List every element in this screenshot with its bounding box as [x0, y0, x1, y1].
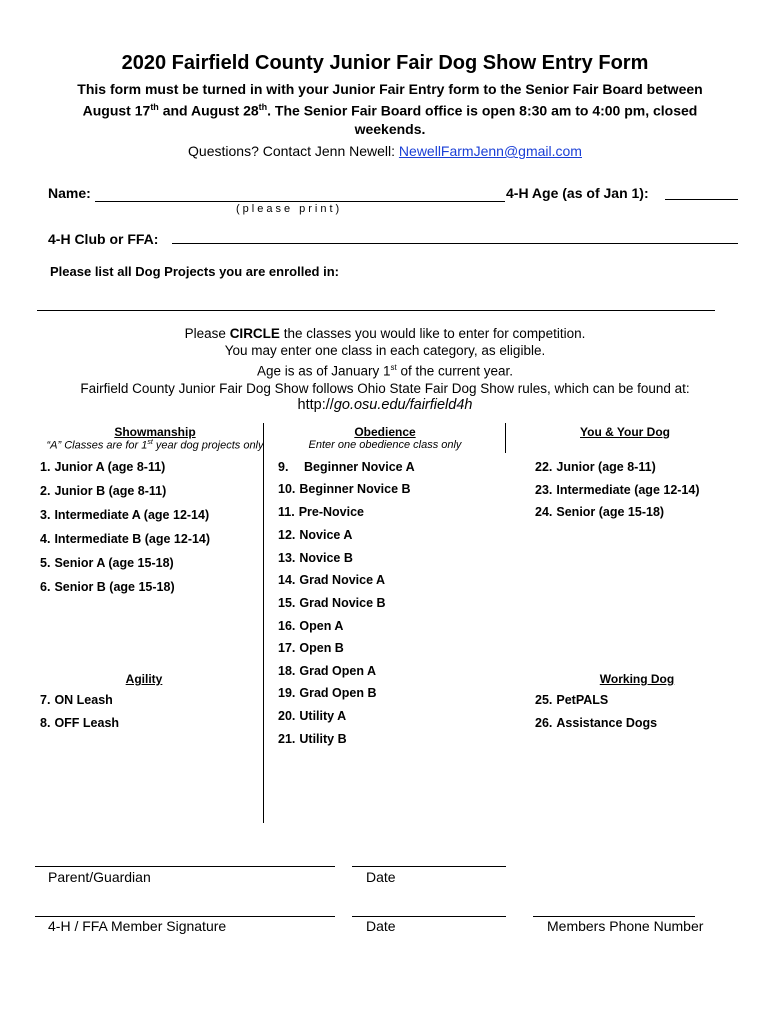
- column-divider: [505, 423, 506, 453]
- parent-date-field[interactable]: [352, 866, 506, 867]
- member-signature-label: 4-H / FFA Member Signature: [48, 918, 227, 934]
- class-option[interactable]: 8. OFF Leash: [40, 716, 120, 730]
- parent-date-label: Date: [366, 869, 396, 885]
- contact-line: [0, 143, 770, 159]
- class-option[interactable]: 13. Novice B: [278, 551, 353, 565]
- rules-line-4: Fairfield County Junior Fair Dog Show follows Ohio State Fair Dog Show rules, which can be found at:: [80, 380, 690, 396]
- class-option[interactable]: 23. Intermediate (age 12-14): [535, 483, 700, 497]
- working-dog-heading: Working Dog: [599, 672, 675, 686]
- rules-line-2: You may enter one class in each category, as eligible.: [224, 343, 546, 358]
- class-option[interactable]: 12. Novice A: [278, 528, 353, 542]
- you-and-your-dog-heading: You & Your Dog: [580, 425, 670, 439]
- projects-label: Please list all Dog Projects you are enrolled in:: [50, 264, 339, 279]
- age-field[interactable]: [665, 199, 738, 200]
- name-field[interactable]: [95, 201, 505, 202]
- instructions-line-2: August 17th and August 28th. The Senior Fair Board office is open 8:30 am to 4:00 pm, closed: [82, 102, 698, 119]
- phone-number-label: Members Phone Number: [547, 918, 704, 934]
- parent-signature-field[interactable]: [35, 866, 335, 867]
- class-option[interactable]: 18. Grad Open A: [278, 664, 377, 678]
- member-date-field[interactable]: [352, 916, 506, 917]
- club-field[interactable]: [172, 243, 738, 244]
- class-option[interactable]: 14. Grad Novice A: [278, 573, 386, 587]
- column-divider: [263, 423, 264, 823]
- obedience-heading: Obedience: [354, 425, 416, 439]
- please-print-hint: (please print): [236, 203, 343, 215]
- class-option[interactable]: 7. ON Leash: [40, 693, 113, 707]
- member-signature-field[interactable]: [35, 916, 335, 917]
- class-option[interactable]: 21. Utility B: [278, 732, 347, 746]
- rules-url: http://go.osu.edu/fairfield4h: [297, 396, 473, 413]
- class-option[interactable]: 2. Junior B (age 8-11): [40, 484, 167, 498]
- name-label: Name:: [48, 185, 91, 201]
- class-option[interactable]: 9. Beginner Novice A: [278, 460, 415, 474]
- obedience-note: Enter one obedience class only: [308, 439, 462, 451]
- class-option[interactable]: 24. Senior (age 15-18): [535, 505, 665, 519]
- class-option[interactable]: 16. Open A: [278, 619, 344, 633]
- submission-instructions: [40, 80, 740, 138]
- showmanship-note: “A” Classes are for 1st year dog projects only: [46, 439, 264, 452]
- class-option[interactable]: 20. Utility A: [278, 709, 347, 723]
- member-date-label: Date: [366, 918, 396, 934]
- class-option[interactable]: 1. Junior A (age 8-11): [40, 460, 166, 474]
- class-option[interactable]: 3. Intermediate A (age 12-14): [40, 508, 210, 522]
- projects-field[interactable]: [37, 310, 715, 311]
- contact-email-link[interactable]: NewellFarmJenn@gmail.com: [398, 143, 582, 159]
- class-option[interactable]: 17. Open B: [278, 641, 344, 655]
- class-option[interactable]: 11. Pre-Novice: [278, 505, 364, 519]
- rules-line-3: Age is as of January 1st of the current year.: [256, 363, 514, 379]
- competition-rules: [40, 325, 730, 414]
- phone-number-field[interactable]: [533, 916, 695, 917]
- class-option[interactable]: 22. Junior (age 8-11): [535, 460, 656, 474]
- contact-label: Questions? Contact Jenn Newell:: [188, 143, 399, 159]
- class-option[interactable]: 25. PetPALS: [535, 693, 609, 707]
- agility-heading: Agility: [125, 672, 163, 686]
- showmanship-heading: Showmanship: [114, 425, 196, 439]
- class-option[interactable]: 5. Senior A (age 15-18): [40, 556, 174, 570]
- class-option[interactable]: 19. Grad Open B: [278, 686, 377, 700]
- rules-line-1: Please CIRCLE the classes you would like to enter for competition.: [184, 326, 586, 341]
- club-label: 4-H Club or FFA:: [48, 231, 159, 247]
- instructions-line-1: This form must be turned in with your Junior Fair Entry form to the Senior Fair Board between: [77, 81, 703, 97]
- parent-signature-label: Parent/Guardian: [48, 869, 151, 885]
- class-option[interactable]: 26. Assistance Dogs: [535, 716, 658, 730]
- form-title: 2020 Fairfield County Junior Fair Dog Show Entry Form: [121, 52, 649, 74]
- class-option[interactable]: 4. Intermediate B (age 12-14): [40, 532, 211, 546]
- class-option[interactable]: 15. Grad Novice B: [278, 596, 386, 610]
- class-option[interactable]: 10. Beginner Novice B: [278, 482, 411, 496]
- instructions-line-3: weekends.: [354, 120, 426, 137]
- age-label: 4-H Age (as of Jan 1):: [506, 185, 649, 201]
- class-option[interactable]: 6. Senior B (age 15-18): [40, 580, 175, 594]
